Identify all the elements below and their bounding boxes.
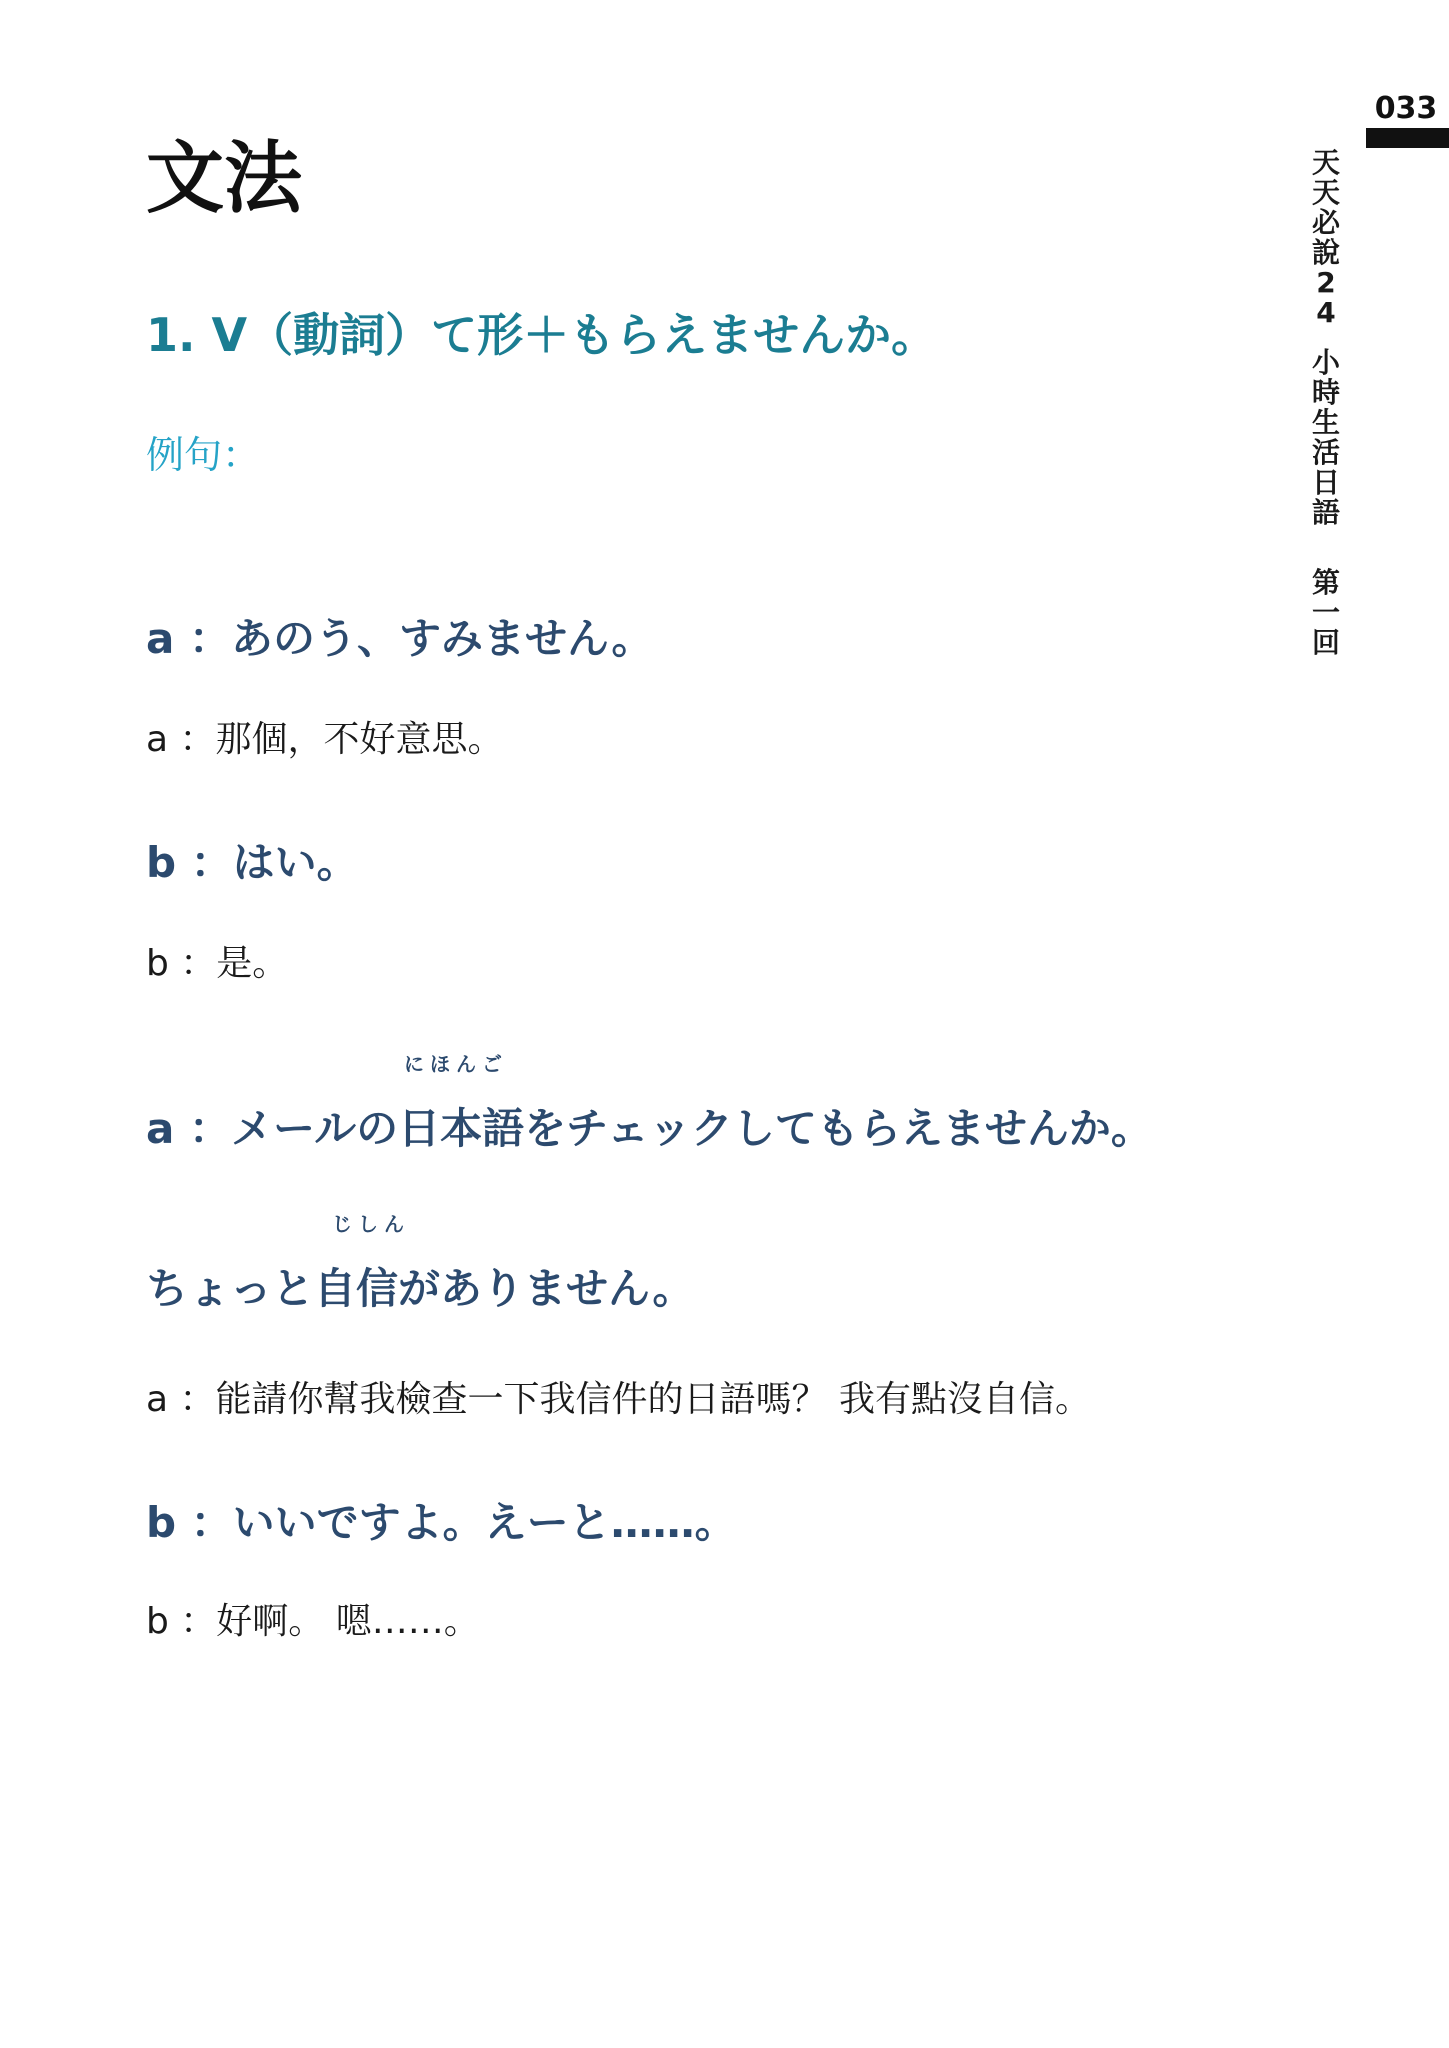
book-title-char: 小 bbox=[1311, 346, 1340, 379]
book-title-char: 活 bbox=[1311, 436, 1340, 469]
page-heading: 文法 bbox=[146, 134, 303, 224]
japanese-line: ちょっと自信がありません。 bbox=[146, 1264, 695, 1313]
chinese-line: b ：好啊。 嗯……。 bbox=[146, 1601, 480, 1642]
book-title-char: 時 bbox=[1311, 376, 1340, 409]
chinese-line: a ：能請你幫我檢查一下我信件的日語嗎？ 我有點沒自信。 bbox=[146, 1379, 1091, 1420]
book-title-char: 天 bbox=[1311, 176, 1340, 209]
furigana-nihongo: にほんご bbox=[404, 1052, 508, 1076]
vertical-book-title bbox=[1306, 148, 1346, 528]
book-title-char: 4 bbox=[1316, 296, 1336, 329]
book-title-char: 必 bbox=[1311, 206, 1340, 239]
chapter-char: 第 bbox=[1311, 566, 1340, 599]
page-number-bar bbox=[1366, 128, 1449, 148]
furigana-jishin: じしん bbox=[332, 1212, 410, 1236]
book-title-char: 2 bbox=[1316, 266, 1336, 299]
japanese-line: b ：はい。 bbox=[146, 838, 359, 887]
book-title-char: 天 bbox=[1311, 146, 1340, 179]
book-title-char: 語 bbox=[1311, 496, 1340, 529]
example-label: 例句： bbox=[146, 433, 261, 477]
japanese-line: a ：メールの日本語をチェックしてもらえませんか。 bbox=[146, 1104, 1153, 1153]
grammar-title: 1. V（動詞）て形＋もらえませんか。 bbox=[146, 308, 938, 362]
page-number: 033 bbox=[1374, 91, 1438, 126]
japanese-line: a ：あのう、すみません。 bbox=[146, 614, 654, 663]
vertical-chapter-label bbox=[1306, 568, 1346, 658]
japanese-line: b ：いいですよ。えーと……。 bbox=[146, 1498, 737, 1547]
chinese-line: b ：是。 bbox=[146, 943, 289, 984]
chapter-char: 回 bbox=[1311, 626, 1340, 659]
chapter-char: 一 bbox=[1311, 596, 1340, 629]
book-title-char: 日 bbox=[1311, 466, 1340, 499]
book-title-char: 生 bbox=[1311, 406, 1340, 439]
book-title-char: 說 bbox=[1311, 236, 1340, 269]
chinese-line: a ：那個，不好意思。 bbox=[146, 719, 504, 760]
